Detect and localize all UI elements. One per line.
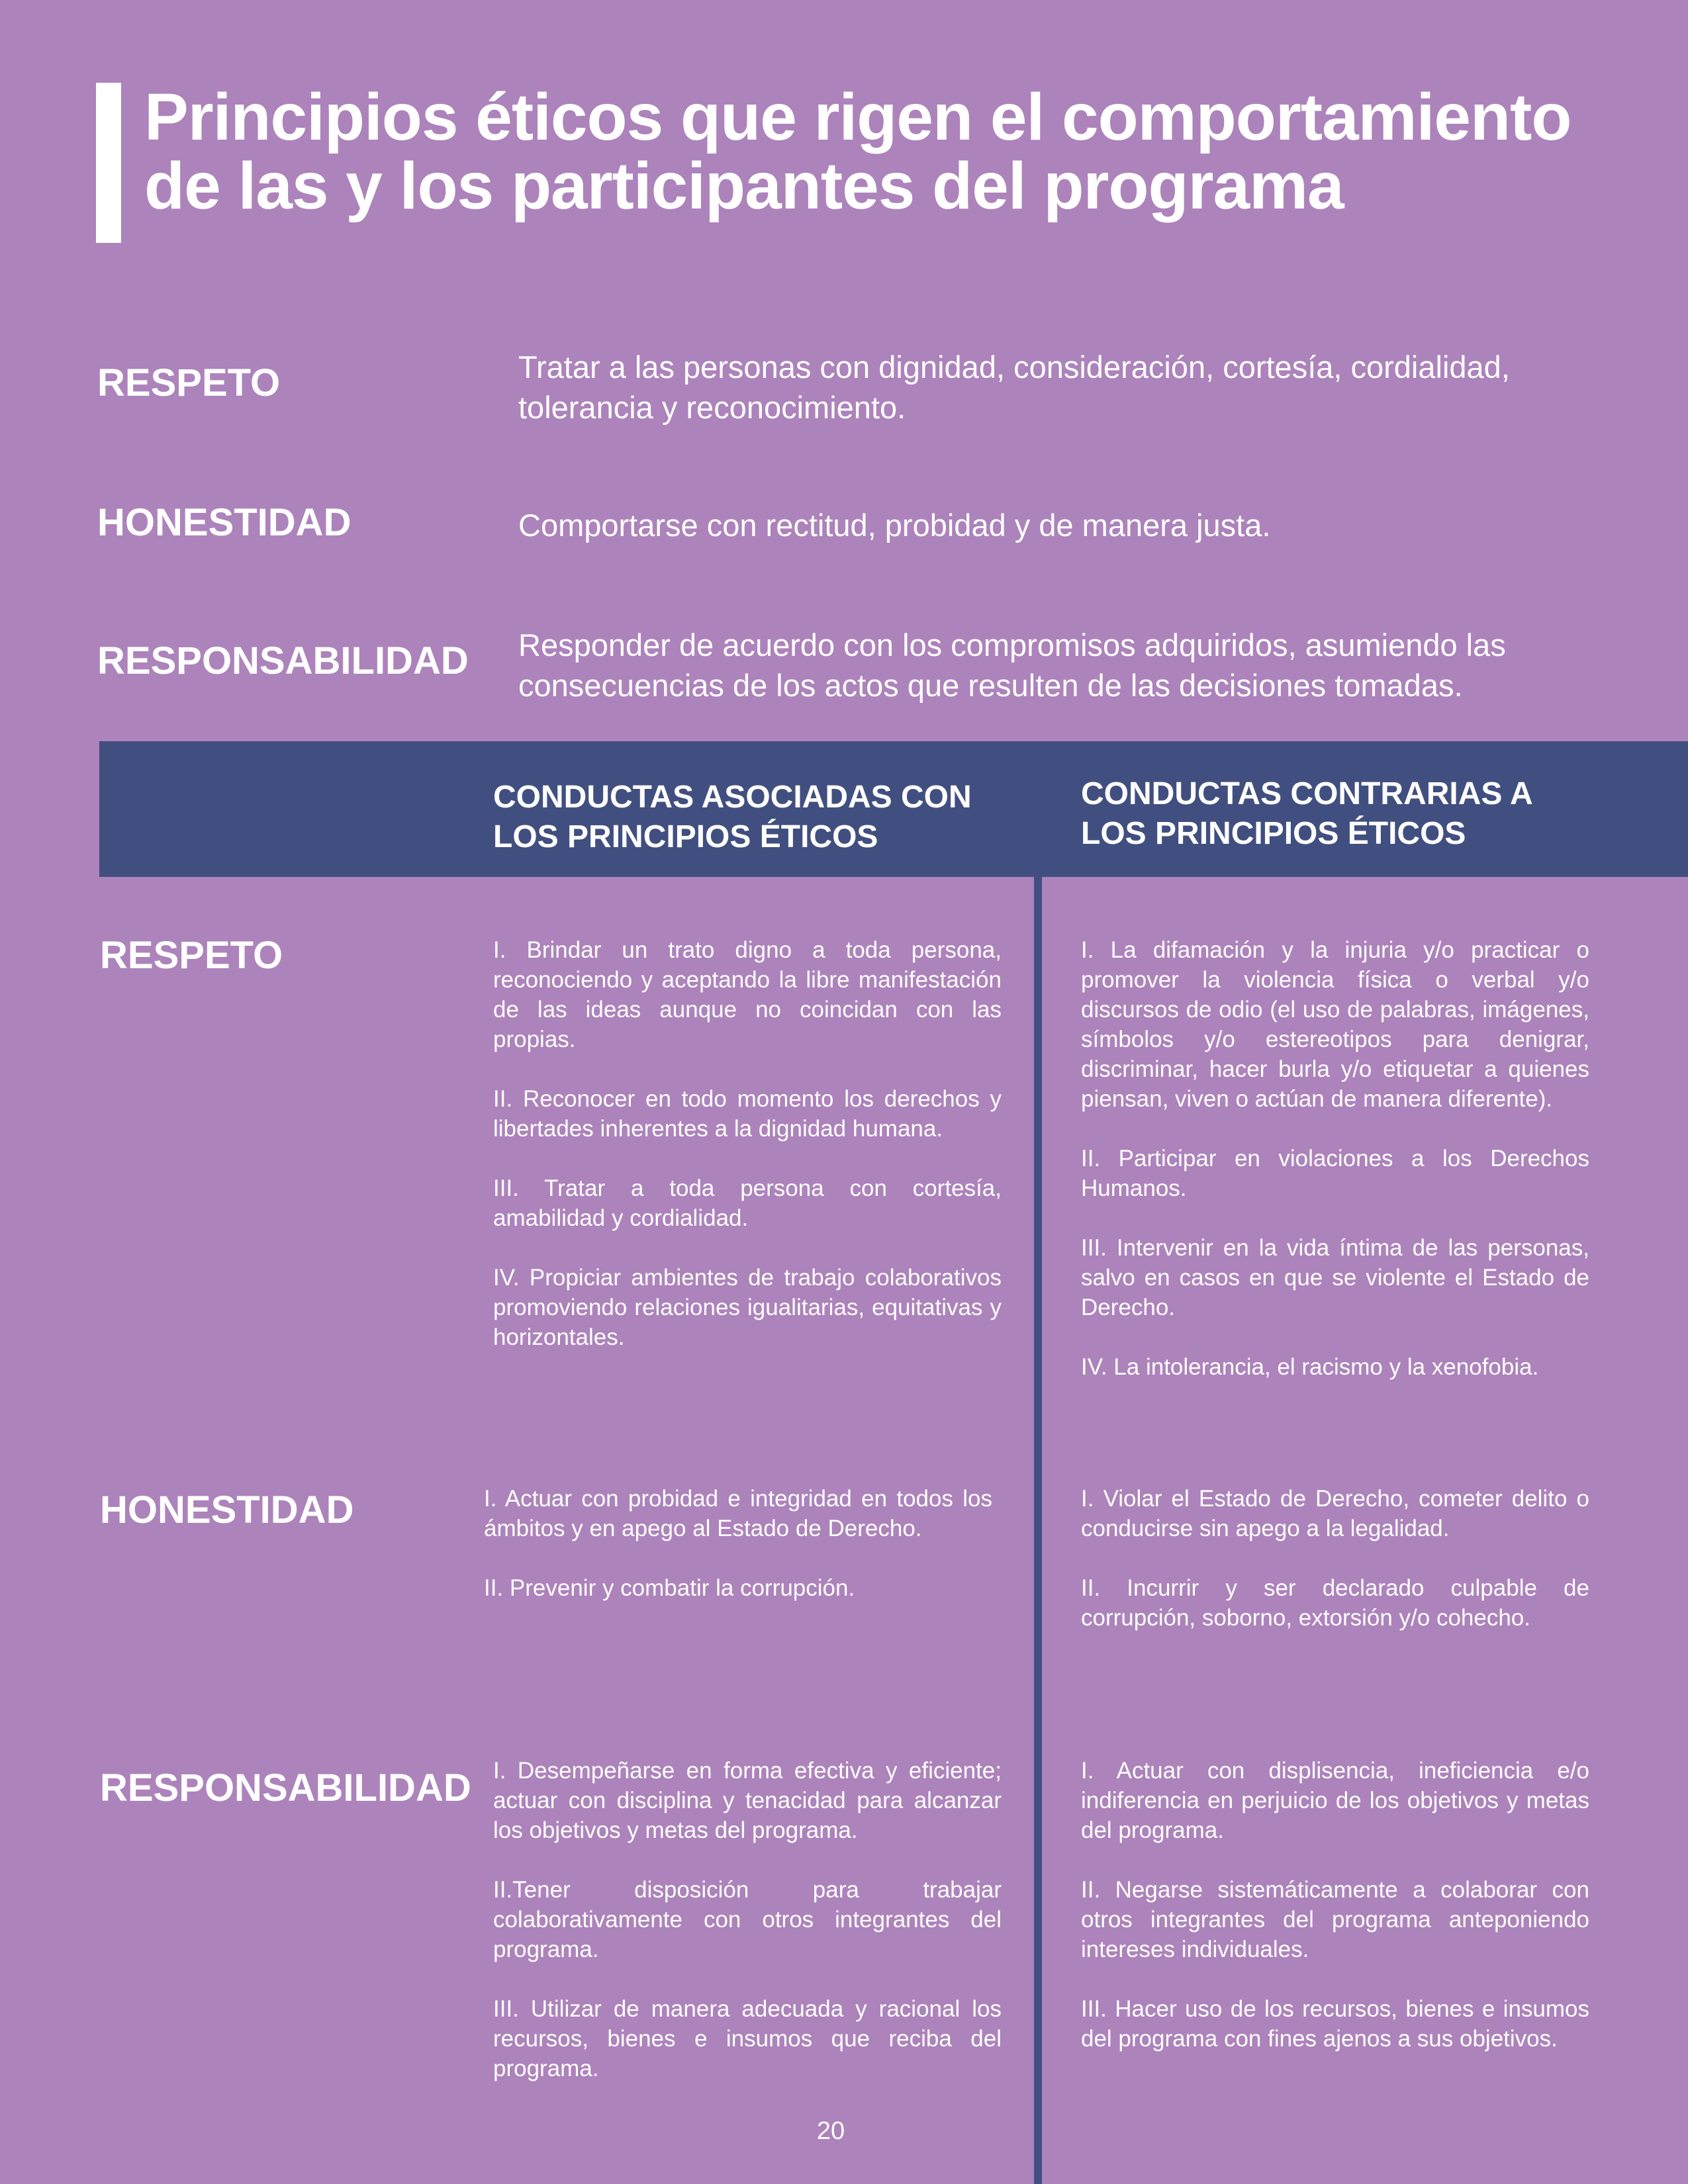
column-divider [1034,877,1042,2184]
list-item: III. Tratar a toda persona con cortesía, amabilidad y cordialidad. [493,1175,1002,1231]
contrary-conducts-honestidad [1081,1484,1589,1662]
list-item: II.Tener disposición para trabajar colaborativamente con otros integrantes del programa. [493,1877,1002,1962]
list-item: I. Desempeñarse en forma efectiva y eficiente; actuar con disciplina y tenacidad para alcanzar los objetivos y metas del programa. [493,1758,1002,1843]
list-item: II. Negarse sistemáticamente a colaborar con otros integrantes del programa anteponiendo intereses individuales. [1081,1877,1589,1962]
list-item: I. Violar el Estado de Derecho, cometer delito o conducirse sin apego a la legalidad. [1081,1486,1589,1541]
associated-conducts-respeto [493,935,1002,1382]
principle-definition-respeto: Tratar a las personas con dignidad, consideración, cortesía, cordialidad, tolerancia y reconocimiento. [518,349,1510,425]
list-item: II. Incurrir y ser declarado culpable de corrupción, soborno, extorsión y/o cohecho. [1081,1575,1589,1631]
row-label-respeto: RESPETO [100,934,283,977]
list-item: I. Brindar un trato digno a toda persona, reconociendo y aceptando la libre manifestación de las ideas aunque no coincidan con las propias. [493,937,1002,1052]
list-item: III. Intervenir en la vida íntima de las personas, salvo en casos en que se violente el Estado de Derecho. [1081,1235,1589,1320]
associated-conducts-responsabilidad [493,1756,1002,2113]
list-item: II. Participar en violaciones a los Derechos Humanos. [1081,1146,1589,1201]
title-accent-bar [96,83,121,243]
list-item: II. Prevenir y combatir la corrupción. [484,1575,855,1601]
row-label-responsabilidad: RESPONSABILIDAD [100,1766,471,1809]
principle-definition-responsabilidad: Responder de acuerdo con los compromisos adquiridos, asumiendo las consecuencias de los actos que resulten de las decisiones tomadas. [518,627,1506,703]
associated-conducts-honestidad [484,1484,992,1633]
contrary-conducts-respeto [1081,935,1589,1412]
page-title [144,80,1654,223]
principle-name-respeto: RESPETO [97,361,281,404]
list-item: I. Actuar con displisencia, ineficiencia e/o indiferencia en perjuicio de los objetivos y metas del programa. [1081,1758,1589,1843]
column-header-contrary: CONDUCTAS CONTRARIAS A LOS PRINCIPIOS ÉTICOS [1081,776,1532,851]
list-item: I. Actuar con probidad e integridad en todos los ámbitos y en apego al Estado de Derecho. [484,1486,992,1541]
list-item: III. Hacer uso de los recursos, bienes e insumos del programa con fines ajenos a sus objetivos. [1081,1996,1589,2052]
contrary-conducts-responsabilidad [1081,1756,1589,2083]
list-item: IV. Propiciar ambientes de trabajo colaborativos promoviendo relaciones igualitarias, equitativas y horizontales. [493,1265,1002,1350]
list-item: III. Utilizar de manera adecuada y racional los recursos, bienes e insumos que reciba del programa. [493,1996,1002,2081]
column-header-associated: CONDUCTAS ASOCIADAS CON LOS PRINCIPIOS ÉTICOS [493,780,972,854]
principle-definition-honestidad: Comportarse con rectitud, probidad y de manera justa. [518,508,1271,543]
page-title-line-1: Principios éticos que rigen el comportamiento [144,80,1571,154]
principle-name-honestidad: HONESTIDAD [97,501,352,544]
list-item: IV. La intolerancia, el racismo y la xenofobia. [1081,1354,1539,1380]
page-number: 20 [816,2117,845,2145]
page-title-line-2: de las y los participantes del programa [144,149,1344,223]
principle-name-responsabilidad: RESPONSABILIDAD [97,639,469,682]
list-item: I. La difamación y la injuria y/o practicar o promover la violencia física o verbal y/o discursos de odio (el uso de palabras, imágenes, símbolos y/o estereotipos para denigrar, discriminar, hacer burla y/o etiquetar a quienes piensan, viven o actúan de manera diferente). [1081,937,1589,1112]
list-item: II. Reconocer en todo momento los derechos y libertades inherentes a la dignidad humana. [493,1086,1002,1142]
row-label-honestidad: HONESTIDAD [100,1488,354,1531]
